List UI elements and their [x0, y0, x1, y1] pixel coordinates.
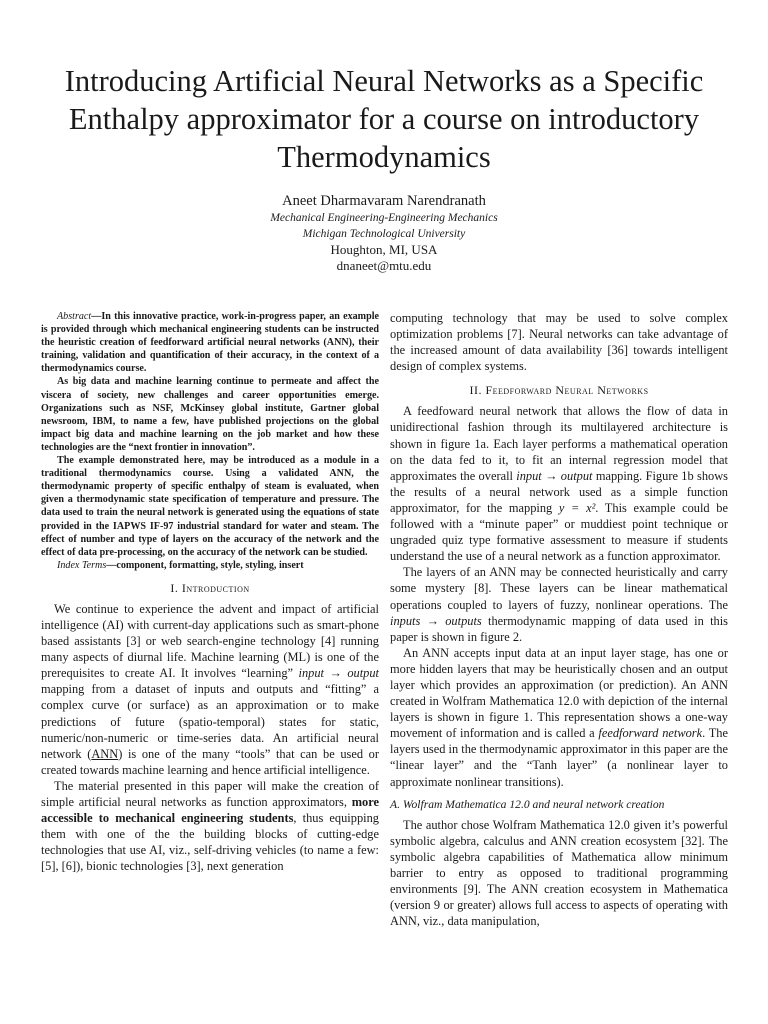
- index-terms-text: —component, formatting, style, styling, insert: [106, 559, 304, 571]
- inline-math: inputs → outputs: [390, 613, 482, 628]
- author-location: Houghton, MI, USA: [330, 242, 438, 257]
- feedforward-paragraph-3: [390, 645, 728, 790]
- intro-text: The material presented in this paper will make the creation of simple artificial neural networks as function approximators,: [41, 778, 379, 809]
- paper-title: Introducing Artificial Neural Networks as a Specific Enthalpy approximator for a course on introductory Thermodynamics: [64, 64, 704, 174]
- body-text: The layers of an ANN may be connected heuristically and carry some mystery [8]. These layers can be linear mathematical operations coupled to layers of fuzzy, nonlinear operations. The: [390, 565, 728, 612]
- author-name: Aneet Dharmavaram Narendranath: [282, 193, 486, 209]
- body-text: An ANN accepts input data at an input layer stage, has one or more hidden layers that may be heuristically chosen and an output layer which provides an approximation (or prediction). An ANN created in Wolfram Mathematica 12.0 with depiction of the internal layers is shown in figure 1. This representation shows a one-way movement of information and is called a: [390, 645, 728, 741]
- abstract-lead: Abstract: [57, 311, 92, 322]
- abstract-paragraph-1: [41, 310, 379, 375]
- body-text: thermodynamic mapping of data used in this paper is shown in figure 2.: [390, 613, 728, 644]
- body-text: . The layers used in the thermodynamic approximator in this paper are the “linear layer” and the “Tanh layer” (a nonlinear layer to approximate nonlinear transitions).: [390, 726, 728, 789]
- intro-text: , thus equipping them with one of the the building blocks of cutting-edge technologies that use AI, viz., self-driving vehicles (to name a few: [5], [6]), bionic technologies [3], next generation: [41, 811, 379, 874]
- intro-text: ) is one of the many “tools” that can be used or created towards machine learning and hence artificial intelligence.: [41, 746, 379, 777]
- body-text: . This example could be followed with a “minute paper” or muddiest point technique or ungraded quiz type formative assessment to measure if students understand the use of a neural network as a function approximator.: [390, 500, 728, 564]
- inline-equation: y = x²: [558, 500, 596, 515]
- author-block: [100, 192, 668, 274]
- left-column: [41, 310, 379, 874]
- subsection-heading-mathematica: A. Wolfram Mathematica 12.0 and neural network creation: [390, 797, 665, 811]
- bold-emphasis: more accessible to mechanical engineering students: [41, 795, 379, 826]
- italic-term: feedforward network: [598, 726, 703, 741]
- intro-text: We continue to experience the advent and impact of artificial intelligence (AI) with current-day applications such as smart-phone based assistants [3] or web search-engine technology [4] running many aspects of diurnal life. Machine learning (ML) is one of the prerequisites to create AI. It involves “learning”: [41, 601, 379, 681]
- inline-math: input → output: [516, 468, 593, 483]
- right-column: [390, 310, 728, 929]
- feedforward-paragraph-2: [390, 564, 728, 644]
- intro-paragraph-1: [41, 601, 379, 778]
- section-heading-feedforward: II. Feedforward Neural Networks: [469, 383, 649, 398]
- mathematica-paragraph-1: The author chose Wolfram Mathematica 12.0 given it’s powerful symbolic algebra, calculus and ANN creation ecosystem [32]. The symbolic algebra capabilities of Mathematica allow minimum barrier to entry as opposed to traditional programming environments [9]. The ANN creation ecosystem in Mathematica (version 9 or greater) allows full access to aspects of operating with ANN, viz., data manipulation,: [390, 817, 728, 929]
- index-terms-lead: Index Terms: [57, 559, 107, 571]
- section-heading-introduction: I. Introduction: [170, 580, 250, 595]
- abstract-text-1: —In this innovative practice, work-in-progress paper, an example is provided through which mechanical engineering students can be instructed the heuristic creation of feedforward artificial neural networks (ANN), their training, validation and quantification of their accuracy, in the context of a thermodynamics course.: [41, 311, 379, 375]
- abstract-paragraph-2: As big data and machine learning continue to permeate and affect the viscera of society, new challenges and career opportunities emerge. Organizations such as NSF, McKinsey global institute, Gartner global newsroom, IBM, to name a few, have published projections on the global impact big data and machine learning on the job market and how these technologies are the “next frontier in innovation”.: [41, 376, 379, 453]
- author-university: Michigan Technological University: [302, 228, 466, 240]
- abstract-paragraph-3: The example demonstrated here, may be introduced as a module in a traditional thermodynamics course. Using a validated ANN, the thermodynamic property of specific enthalpy of steam is evaluated, when given a thermodynamic state specification of temperature and pressure. The data used to train the neural network is generated using the equations of state provided in the IAPWS IF-97 industrial standard for water and steam. The effect of number and type of layers on the accuracy of the network and the effect of data pre-processing, on the accuracy of the network can be studied.: [41, 455, 379, 558]
- intro-text: mapping from a dataset of inputs and outputs and “fitting” a complex curve (or surface) as an approximation or to make predictions of future (spatio-temporal) states for static, numeric/non-numeric or time-series data. An artificial neural network (: [41, 682, 379, 761]
- author-email: dnaneet@mtu.edu: [336, 258, 432, 273]
- intro-paragraph-2: [41, 778, 379, 875]
- body-text: mapping. Figure 1b shows the results of a neural network used as a simple function approximator, for the mapping: [390, 468, 728, 515]
- ann-abbreviation: ANN: [91, 746, 119, 761]
- index-terms: [41, 559, 379, 572]
- body-text: A feedfoward neural network that allows the flow of data in unidirectional fashion through its multilayered architecture is shown in figure 1a. Each layer performs a mathematical operation on the data fed to it, to fit an internal regression model that approximates the overall: [390, 404, 728, 483]
- feedforward-paragraph-1: [390, 403, 728, 564]
- intro-continuation: computing technology that may be used to solve complex optimization problems [7]. Neural networks can take advantage of the increased amount of data availability [36] towards intelligent design of complex systems.: [390, 311, 728, 374]
- author-department: Mechanical Engineering-Engineering Mechanics: [270, 212, 498, 224]
- inline-math: input → output: [298, 666, 379, 681]
